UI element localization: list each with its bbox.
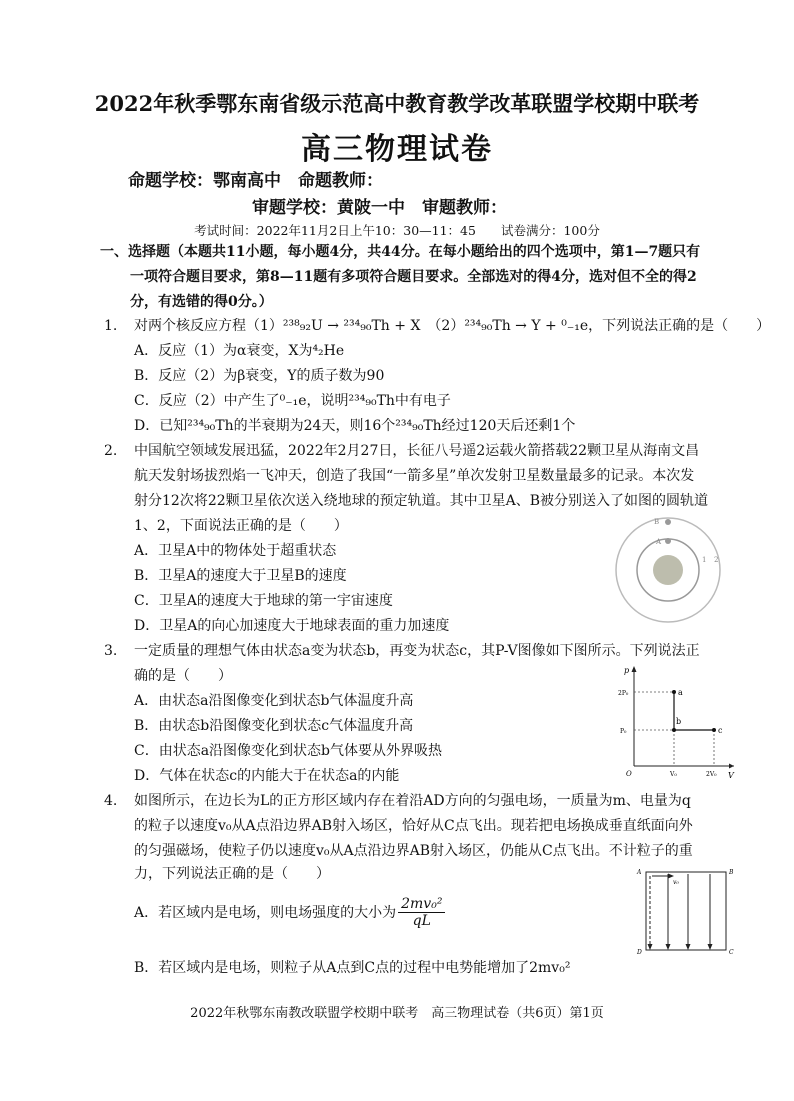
label-a: a <box>678 688 683 697</box>
label-2v0: 2V₀ <box>706 771 717 778</box>
q4-stem-line3: 的匀强磁场，使粒子仍以速度v₀从A点沿边界AB射入场区，仍能从C点飞出。不计粒子的重 <box>134 843 693 859</box>
label-c: c <box>718 726 723 735</box>
q4-stem-line1: 如图所示，在边长为L的正方形区域内存在着沿AD方向的匀强电场，一质量为m、电量为q <box>134 793 691 809</box>
label-v0: V₀ <box>670 771 677 778</box>
field-arrow-3 <box>708 944 713 950</box>
q3-option-a: A．由状态a沿图像变化到状态b气体温度升高 <box>134 693 414 709</box>
q4-option-a <box>134 896 447 929</box>
label-b: B <box>654 518 660 526</box>
label-a: A <box>656 538 662 546</box>
fraction-denominator: qL <box>412 913 431 929</box>
exam-title: 2022年秋季鄂东南省级示范高中教育教学改革联盟学校期中联考 <box>94 91 700 116</box>
field-arrow-dashed <box>648 944 653 950</box>
label-p: p <box>624 666 630 675</box>
v-axis-arrow <box>729 764 734 769</box>
state-c <box>712 728 716 732</box>
label-d: D <box>637 949 642 956</box>
q1-option-c: C．反应（2）中产生了⁰₋₁e，说明²³⁴₉₀Th中有电子 <box>134 393 451 409</box>
label-a: A <box>637 869 642 876</box>
page-footer: 2022年秋鄂东南教改联盟学校期中联考 高三物理试卷（共6页）第1页 <box>190 1006 604 1021</box>
q2-option-d: D．卫星A的向心加速度大于地球表面的重力加速度 <box>134 618 450 634</box>
q4-option-b: B．若区域内是电场，则粒子从A点到C点的过程中电势能增加了2mv₀² <box>134 960 571 976</box>
label-v: V <box>728 771 734 780</box>
reviewer-line: 审题学校：黄陂一中 审题教师： <box>252 198 507 218</box>
field-diagram <box>628 862 740 958</box>
q3-stem-line2: 确的是（ ） <box>134 668 232 684</box>
fraction-numerator: 2mv₀² <box>398 896 445 913</box>
q3-stem-line1: 一定质量的理想气体由状态a变为状态b，再变为状态c，其P-V图像如下图所示。下列说法正 <box>134 643 700 659</box>
q2-stem-line2: 航天发射场拔烈焰一飞冲天，创造了我国“一箭多星”单次发射卫星数量最多的记录。本次发 <box>134 468 695 484</box>
label-b: B <box>729 869 734 876</box>
q1-option-b: B．反应（2）为β衰变，Y的质子数为90 <box>134 368 385 384</box>
field-arrow-1 <box>666 944 671 950</box>
exam-info: 考试时间：2022年11月2日上午10：30—11：45 试卷满分：100分 <box>194 223 600 238</box>
q4-stem-line4: 力，下列说法正确的是（ ） <box>134 866 330 882</box>
field-square <box>646 872 726 950</box>
q2-stem-line1: 中国航空领域发展迅猛，2022年2月27日，长征八号遥2运载火箭搭载22颗卫星从海南文昌 <box>134 443 700 459</box>
field-arrow-2 <box>686 944 691 950</box>
q2-option-b: B．卫星A的速度大于卫星B的速度 <box>134 568 347 584</box>
q3-option-b: B．由状态b沿图像变化到状态c气体温度升高 <box>134 718 414 734</box>
satellite-b <box>665 519 671 525</box>
q2-option-a: A．卫星A中的物体处于超重状态 <box>134 543 337 559</box>
section-instructions-line1: 一、选择题（本题共11小题，每小题4分，共44分。在每小题给出的四个选项中，第1—7题只有 <box>100 244 701 260</box>
label-2p0: 2P₀ <box>618 690 629 697</box>
q2-option-c: C．卫星A的速度大于地球的第一宇宙速度 <box>134 593 393 609</box>
satellite-a <box>665 538 671 544</box>
label-orbit-2: 2 <box>714 556 719 564</box>
orbit-diagram <box>606 512 730 628</box>
label-p0: P₀ <box>620 728 627 735</box>
q2-number: 2. <box>104 443 118 459</box>
section-instructions-line2: 一项符合题目要求，第8—11题有多项符合题目要求。全部选对的得4分，选对但不全的得2 <box>130 269 697 285</box>
earth <box>653 555 683 585</box>
pv-diagram <box>618 662 738 780</box>
q3-option-c: C．由状态a沿图像变化到状态b气体要从外界吸热 <box>134 743 443 759</box>
q3-option-d: D．气体在状态c的内能大于在状态a的内能 <box>134 768 400 784</box>
label-v0: v₀ <box>673 879 679 886</box>
q4-option-a-fraction <box>398 896 445 929</box>
p-axis-arrow <box>632 666 637 672</box>
paper-subtitle: 高三物理试卷 <box>301 132 493 167</box>
state-b <box>672 728 676 732</box>
label-b: b <box>676 717 682 726</box>
q4-option-a-text: A．若区域内是电场，则电场强度的大小为 <box>134 905 397 921</box>
q2-stem-line4: 1、2，下面说法正确的是（ ） <box>134 518 348 534</box>
state-a <box>672 690 676 694</box>
label-c: C <box>729 949 734 956</box>
q3-number: 3. <box>104 643 118 659</box>
q4-number: 4. <box>104 793 118 809</box>
q1-stem: 对两个核反应方程（1）²³⁸₉₂U → ²³⁴₉₀Th + X （2）²³⁴₉₀Th → Y + ⁰₋₁e，下列说法正确的是（ ） <box>134 318 771 334</box>
q2-stem-line3: 射分12次将22颗卫星依次送入绕地球的预定轨道。其中卫星A、B被分别送入了如图的圆轨道 <box>134 493 709 509</box>
section-instructions-line3: 分，有选错的得0分。） <box>130 294 273 310</box>
q4-stem-line2: 的粒子以速度v₀从A点沿边界AB射入场区，恰好从C点飞出。现若把电场换成垂直纸面向外 <box>134 818 693 834</box>
q1-number: 1. <box>104 318 118 334</box>
label-orbit-1: 1 <box>702 556 707 564</box>
q1-option-a: A．反应（1）为α衰变，X为⁴₂He <box>134 343 345 359</box>
q1-option-d: D．已知²³⁴₉₀Th的半衰期为24天，则16个²³⁴₉₀Th经过120天后还剩1个 <box>134 418 576 434</box>
proposer-line: 命题学校：鄂南高中 命题教师： <box>128 171 383 191</box>
label-origin: O <box>626 770 632 778</box>
velocity-arrow <box>668 874 674 879</box>
